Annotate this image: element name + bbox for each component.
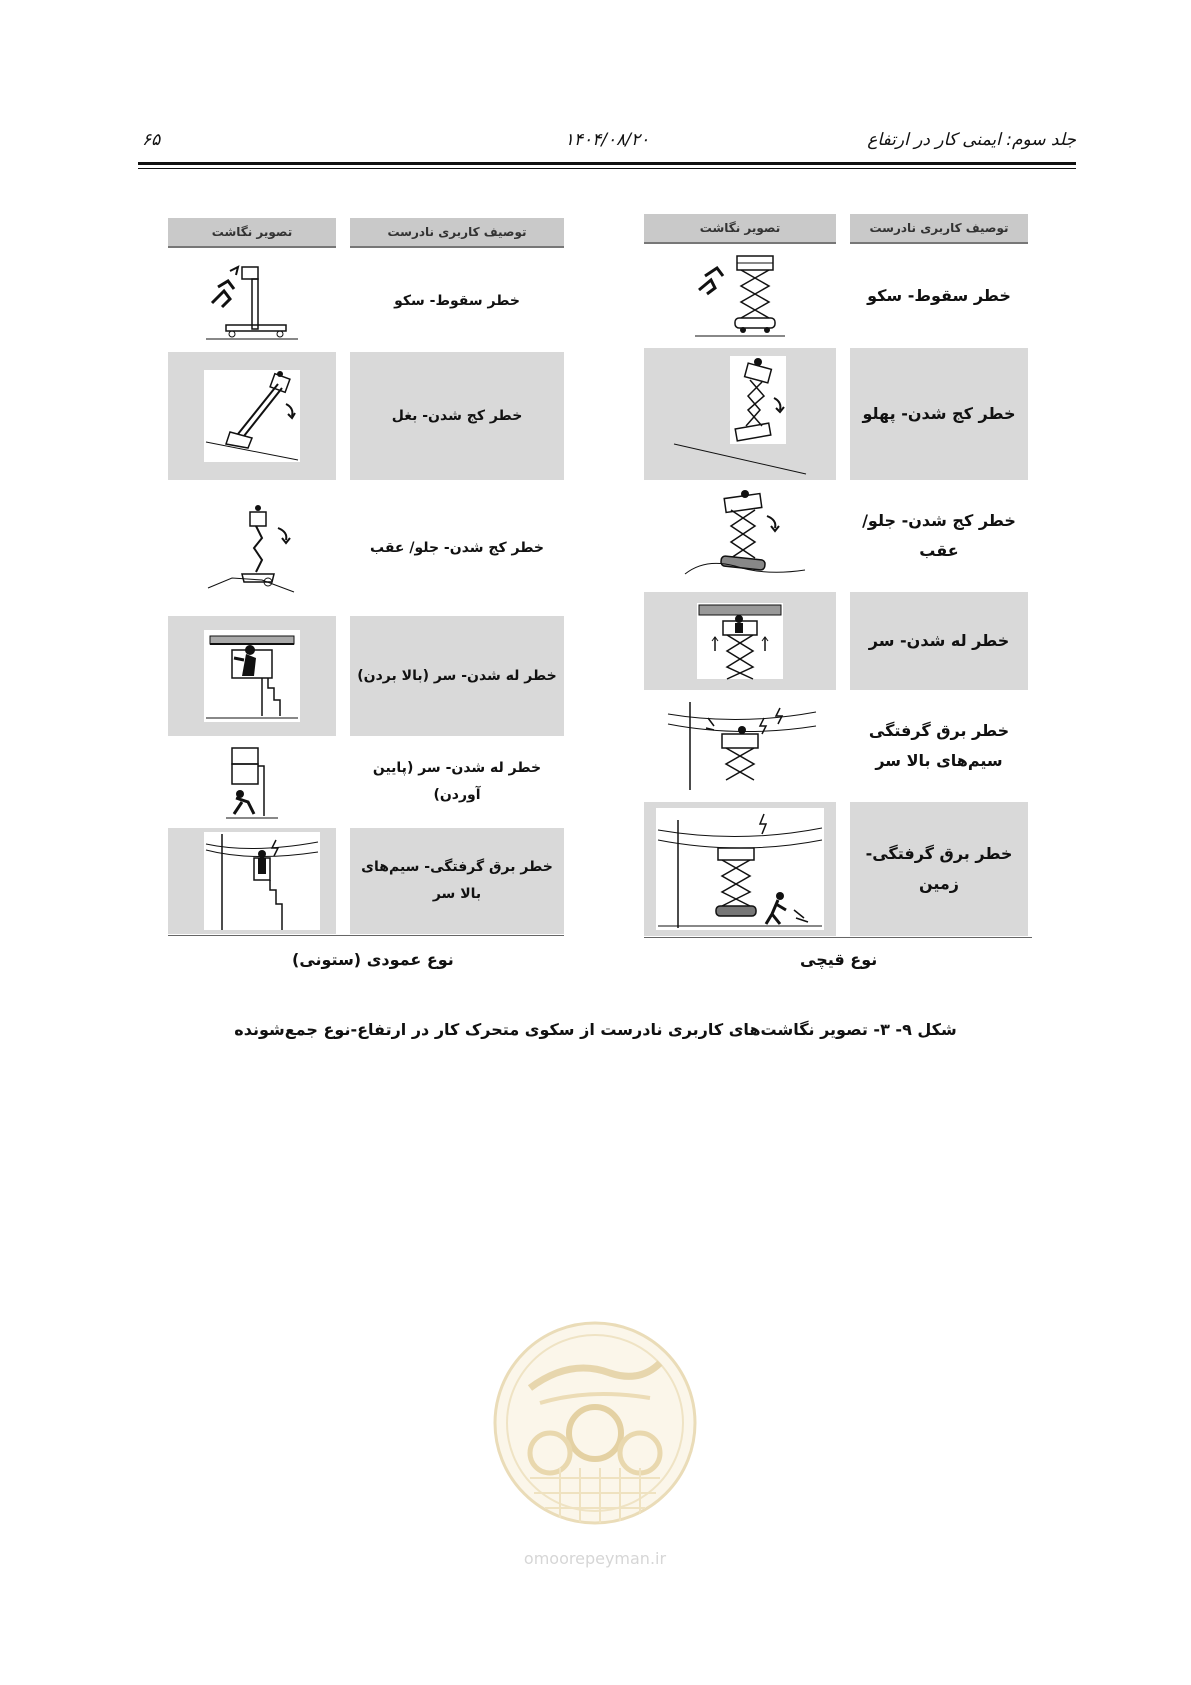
scissor-row-description: خطر برق گرفتگی- زمین: [850, 802, 1028, 936]
header-date: ۱۴۰۴/۰۸/۲۰: [564, 130, 650, 150]
scissor-row-description: خطر کج شدن- پهلو: [850, 348, 1028, 480]
book-title: جلد سوم: ایمنی کار در ارتفاع: [867, 130, 1076, 150]
vertical-row-description: خطر له شدن- سر (پایین آوردن): [372, 760, 542, 803]
vertical-row-description: خطر کج شدن- جلو/ عقب: [370, 539, 544, 556]
mast-tip-side-icon: [202, 368, 302, 464]
scissor-row-description: خطر له شدن- سر: [850, 592, 1028, 690]
watermark: [490, 1318, 700, 1568]
vertical-row-description: خطر له شدن- سر (بالا بردن): [350, 616, 564, 736]
scissor-tip-front-back-icon: [665, 486, 815, 586]
vertical-table-bottom-line: [168, 935, 564, 936]
vertical-row-description: خطر کج شدن- بغل: [350, 352, 564, 480]
vertical-row-image: [168, 352, 336, 480]
figure-caption: شکل ۹- ۳- تصویر نگاشت‌های کاربری نادرست از سکوی متحرک کار در ارتفاع-نوع جمع‌شونده: [234, 1020, 957, 1039]
page-header: [138, 130, 1076, 154]
scissor-row-image: [644, 592, 836, 690]
scissor-row-image: [644, 484, 836, 588]
scissor-row-description: خطر سقوط- سکو: [867, 285, 1011, 305]
vertical-row-description: خطر سقوط- سکو: [394, 292, 520, 309]
scissor-row-image: [644, 694, 836, 798]
scissor-row-image: [644, 248, 836, 344]
mast-tip-front-back-icon: [202, 498, 302, 598]
vertical-row-image: [168, 828, 336, 934]
scissor-col-description-header: توصیف کاربری نادرست: [850, 214, 1028, 244]
scissor-row-image: [644, 802, 836, 936]
mast-fall-icon: [202, 259, 302, 343]
scissor-col-image-header: تصویر نگاشت: [644, 214, 836, 244]
vertical-row-image: [168, 740, 336, 824]
vertical-table-caption: نوع عمودی (ستونی): [292, 950, 454, 969]
scissor-row-image: [644, 348, 836, 480]
scissor-row-description: خطر برق گرفتگی سیم‌های بالا سر: [868, 720, 1010, 770]
mast-overhead-wires-icon: [182, 830, 322, 932]
watermark-logo-icon: [490, 1318, 700, 1536]
scissor-tip-side-icon: [670, 352, 810, 476]
vertical-row-description: خطر برق گرفتگی- سیم‌های بالا سر: [350, 828, 564, 934]
vertical-row-image: [168, 255, 336, 347]
scissor-row-description: خطر کج شدن- جلو/ عقب: [862, 510, 1016, 560]
scissor-fall-icon: [685, 250, 795, 342]
scissor-overhead-wires-icon: [660, 698, 820, 794]
scissor-ground-shock-icon: [654, 806, 826, 932]
page-number: ۶۵: [142, 130, 161, 150]
watermark-site: omoorepeyman.ir: [523, 1549, 667, 1568]
vertical-col-description-header: توصیف کاربری نادرست: [350, 218, 564, 248]
mast-crush-lower-icon: [222, 742, 282, 822]
header-rule-thin: [138, 168, 1076, 169]
scissor-crush-head-icon: [695, 601, 785, 681]
header-rule-thick: [138, 162, 1076, 165]
vertical-row-image: [168, 616, 336, 736]
vertical-col-image-header: تصویر نگاشت: [168, 218, 336, 248]
mast-crush-raise-icon: [202, 628, 302, 724]
vertical-row-image: [168, 486, 336, 610]
scissor-table-bottom-line: [644, 937, 1032, 938]
scissor-table-caption: نوع قیچی: [800, 950, 878, 969]
